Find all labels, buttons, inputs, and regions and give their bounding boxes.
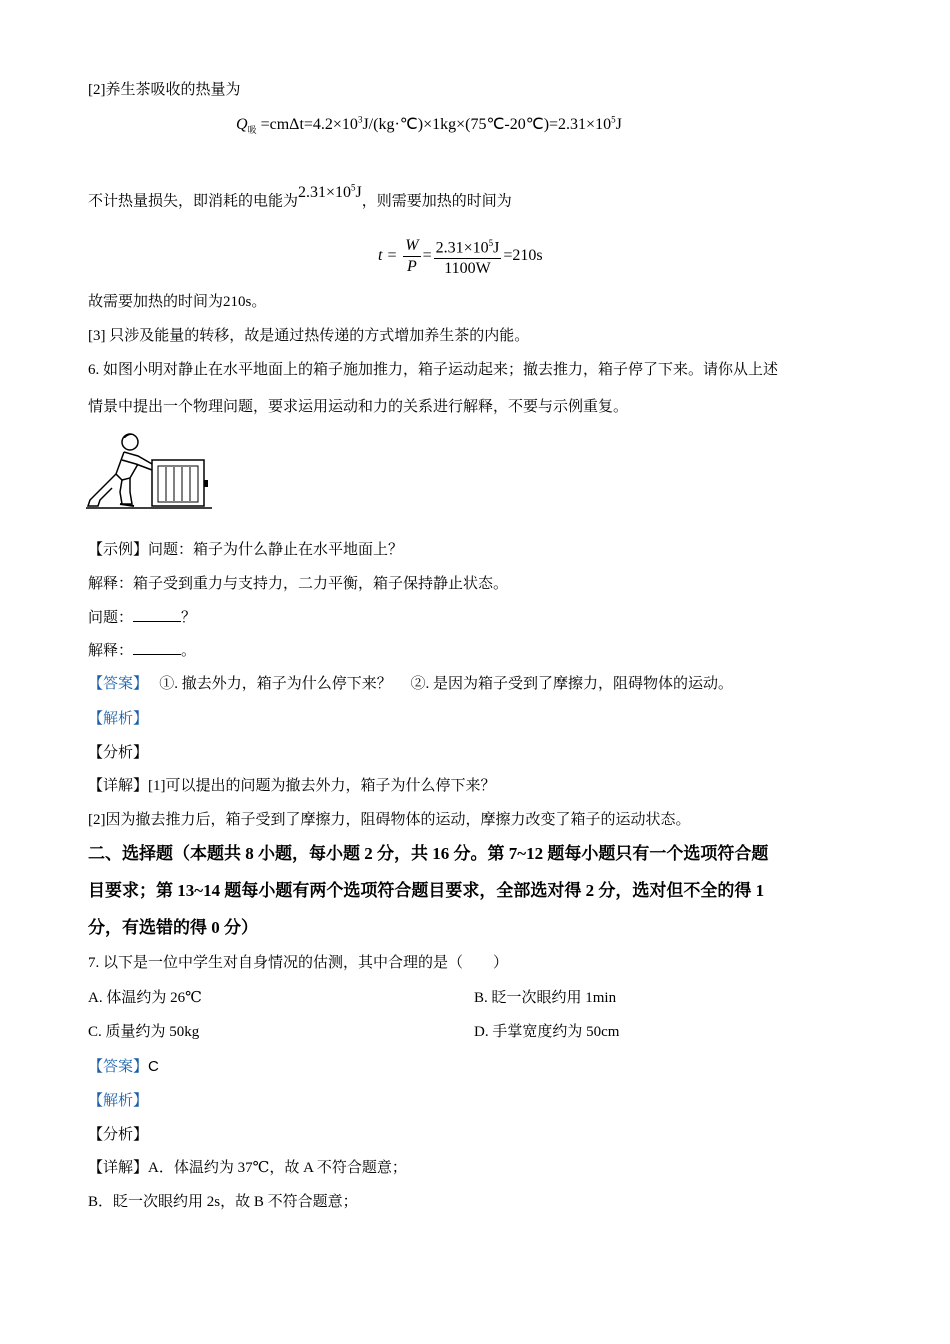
question-mark: ？ <box>181 610 197 626</box>
eq-subscript: 吸 <box>247 125 257 136</box>
answer-tag: 【答案】 <box>88 1059 149 1075</box>
option-a: A. 体温约为 26℃ <box>88 990 202 1006</box>
section-2-heading-line1: 二、选择题（本题共 8 小题，每小题 2 分，共 16 分。第 7~12 题每小题只有一个选项符合题 <box>88 844 769 863</box>
eq-exponent: 3 <box>357 114 363 125</box>
text-line: [2]养生茶吸收的热量为 <box>88 82 241 98</box>
answer-tag: 【答案】 <box>88 676 141 692</box>
eq-part: =cmΔt=4.2×10 <box>260 116 358 133</box>
text-part: ，则需要加热的时间为 <box>361 193 512 210</box>
question-6-line1: 6. 如图小明对静止在水平地面上的箱子施加推力，箱子运动起来；撤去推力，箱子停了下来。请你从上述 <box>88 362 779 378</box>
inline-value: 2.31×10 <box>298 184 352 202</box>
option-c: C. 质量约为 50kg <box>88 1024 200 1040</box>
fraction-denominator: P <box>407 257 417 275</box>
fraction-w-p <box>403 236 420 277</box>
question-answer-blank <box>133 607 181 622</box>
eq-symbol: Q <box>236 116 248 133</box>
fraction-values <box>434 233 502 279</box>
example-explanation: 解释：箱子受到重力与支持力，二力平衡，箱子保持静止状态。 <box>88 576 509 592</box>
num-unit: J <box>493 239 500 257</box>
inline-exponent: 5 <box>351 183 356 193</box>
example-question: 【示例】问题：箱子为什么静止在水平地面上？ <box>88 542 404 558</box>
analysis-tag: 【解析】 <box>88 1093 149 1109</box>
analysis-tag: 【解析】 <box>88 711 149 727</box>
eq-exponent: 5 <box>611 114 616 125</box>
section-2-heading-line2: 目要求；第 13~14 题每小题有两个选项符合题目要求，全部选对得 2 分，选对但不全的得 1 <box>88 881 765 900</box>
explanation-answer-blank <box>133 640 181 655</box>
explanation-label: 解释： <box>88 643 134 659</box>
num-exponent: 5 <box>488 238 494 248</box>
detail-line: 【详解】[1]可以提出的问题为撤去外力，箱子为什么停下来？ <box>88 778 496 794</box>
question-6-line2: 情景中提出一个物理问题，要求运用运动和力的关系进行解释，不要与示例重复。 <box>88 399 629 415</box>
text-part: 不计热量损失，即消耗的电能为 <box>88 193 299 210</box>
text-line <box>88 183 512 211</box>
time-equation <box>378 233 543 279</box>
answer-text: ①. 撤去外力，箱子为什么停下来？ ②. 是因为箱子受到了摩擦力，阻碍物体的运动。 <box>159 676 734 692</box>
eq-symbol: t = <box>378 246 398 264</box>
period: 。 <box>181 643 197 659</box>
question-label: 问题： <box>88 610 134 626</box>
heat-equation <box>236 114 622 136</box>
num-value: 2.31×10 <box>435 239 489 257</box>
option-d: D. 手掌宽度约为 50cm <box>474 1024 620 1040</box>
eq-part: J/(kg·℃)×1kg×(75℃-20℃)=2.31×10 <box>362 116 612 133</box>
fraction-numerator: W <box>403 236 420 257</box>
breakdown-tag: 【分析】 <box>88 745 149 761</box>
text-line: [3] 只涉及能量的转移，故是通过热传递的方式增加养生茶的内能。 <box>88 328 530 344</box>
fraction-numerator <box>434 233 502 259</box>
question-blank-line <box>88 607 196 628</box>
question-7: 7. 以下是一位中学生对自身情况的估测，其中合理的是（ ） <box>88 955 509 971</box>
explanation-blank-line <box>88 640 196 661</box>
detail-line: [2]因为撤去推力后，箱子受到了摩擦力，阻碍物体的运动，摩擦力改变了箱子的运动状态。 <box>88 812 691 828</box>
answer-6-line <box>88 674 733 694</box>
text-line: 故需要加热的时间为210s。 <box>88 294 267 310</box>
answer-7-line <box>88 1057 159 1077</box>
detail-line: 【详解】A．体温约为 37℃，故 A 不符合题意； <box>88 1160 407 1176</box>
eq-result: =210s <box>503 246 543 264</box>
breakdown-tag: 【分析】 <box>88 1127 149 1143</box>
fraction-denominator: 1100W <box>444 260 491 278</box>
eq-sign: = <box>422 246 432 264</box>
detail-line: B．眨一次眼约用 2s，故 B 不符合题意； <box>88 1194 358 1210</box>
boy-pushing-box-illustration <box>86 430 214 512</box>
answer-choice: C <box>148 1058 159 1075</box>
section-2-heading-line3: 分，有选错的得 0 分） <box>88 918 258 937</box>
option-b: B. 眨一次眼约用 1min <box>474 990 617 1006</box>
inline-unit: J <box>355 184 362 202</box>
eq-unit: J <box>615 116 622 133</box>
